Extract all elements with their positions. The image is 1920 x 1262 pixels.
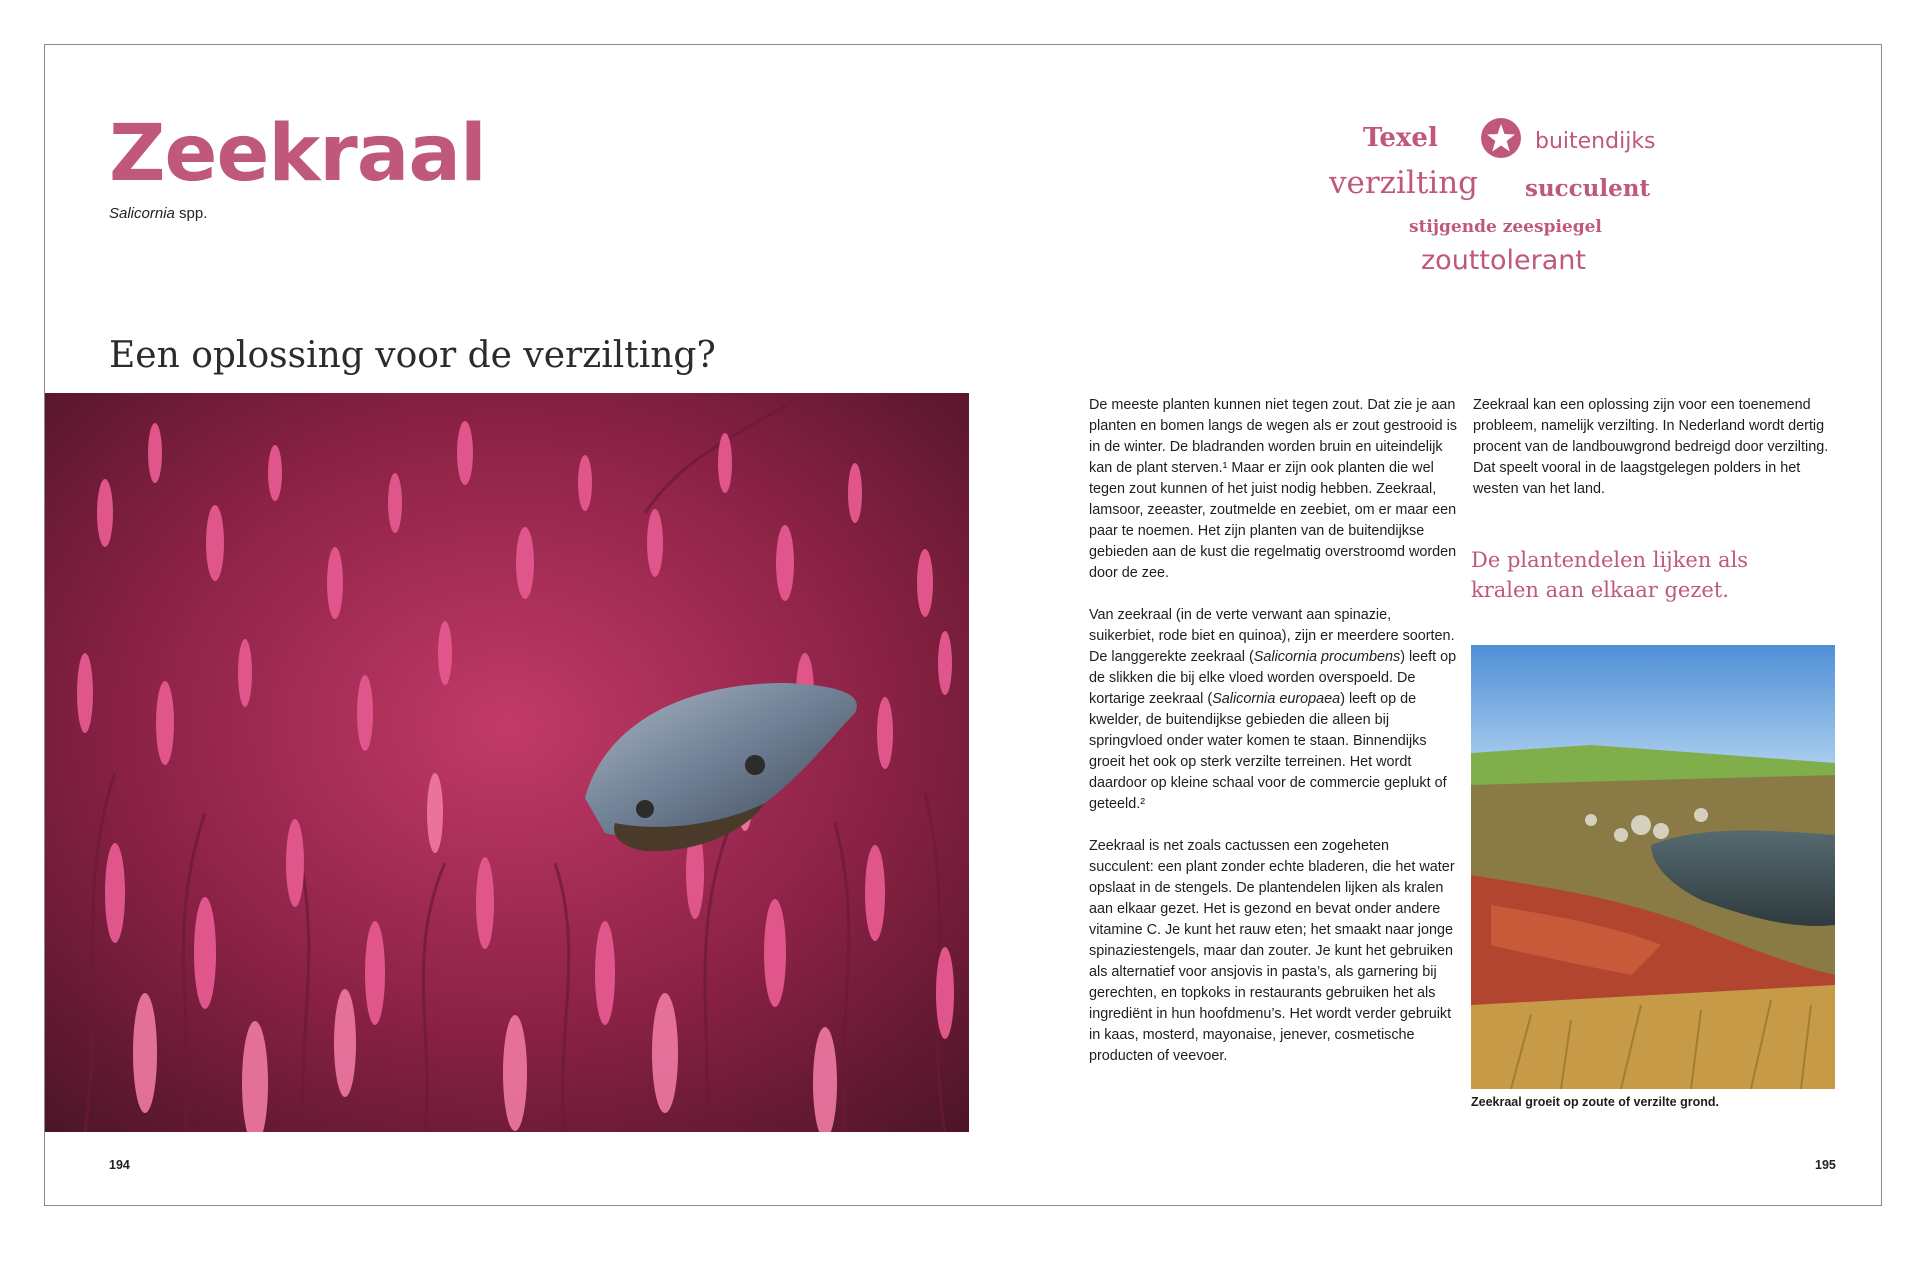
- tag-buitendijks: buitendijks: [1535, 129, 1656, 154]
- latin-name: [109, 205, 207, 222]
- tag-succulent: succulent: [1525, 175, 1651, 202]
- paragraph: Zeekraal is net zoals cactussen een zogeheten succulent: een plant zonder echte bladeren, die het water opslaat in de stengels. De plantendelen lijken als kralen aan elkaar gezet. Het is gezond en bevat onder andere vitamine C. Je kunt het rauw eten; het smaakt naar jonge spinaziestengels, maar dan zouter. Je kunt het gebruiken als alternatief voor ansjovis in pasta’s, als garnering bij gerechten, en topkoks in restaurants gebruiken het als ingrediënt in hun hoofdmenu’s. Het wordt verder gebruikt in kaas, mosterd, mayonaise, jenever, cosmetische producten of veevoer.: [1089, 838, 1455, 1064]
- italic-run: Salicornia procumbens: [1253, 649, 1401, 665]
- photo-caption: Zeekraal groeit op zoute of verzilte grond.: [1471, 1095, 1719, 1109]
- latin-genus: Salicornia: [109, 205, 175, 222]
- body-column-1: [1089, 395, 1457, 1088]
- paragraph: [1089, 605, 1457, 815]
- body-column-2: [1473, 395, 1833, 521]
- book-spread: [44, 44, 1882, 1206]
- paragraph: Zeekraal kan een oplossing zijn voor een toenemend probleem, namelijk verzilting. In Nederland wordt dertig procent van de landbouwgrond bedreigd door verzilting. Dat speelt vooral in de laagstgelegen polders in het westen van het land.: [1473, 397, 1829, 497]
- text-run: Van zeekraal (in de verte verwant aan spinazie, suikerbiet, rode biet en quinoa), zijn er meerdere soorten. De langgerekte zeekraal (: [1089, 607, 1455, 665]
- page-number-right: 195: [1815, 1158, 1836, 1172]
- tag-texel: Texel: [1363, 123, 1438, 153]
- latin-suffix: spp.: [174, 205, 208, 222]
- paragraph: De meeste planten kunnen niet tegen zout. Dat zie je aan planten en bomen langs de wegen als er zout gestrooid is in de winter. De bladranden worden bruin en uiteindelijk kan de plant sterven.¹ Maar er zijn ook planten die wel tegen zout kunnen of het juist nodig hebben. Zeekraal, lamsoor, zeeaster, zoutmelde en zeebiet, om er maar een paar te noemen. Het zijn planten van de buitendijkse gebieden aan de kust die regelmatig overstroomd worden door de zee.: [1089, 397, 1458, 581]
- tag-stijgende-zeespiegel: stijgende zeespiegel: [1409, 217, 1602, 237]
- starfish-icon: [1480, 117, 1522, 159]
- page-number-left: 194: [109, 1158, 130, 1172]
- section-subtitle: Een oplossing voor de verzilting?: [109, 335, 716, 376]
- tag-zouttolerant: zouttolerant: [1421, 245, 1586, 276]
- tag-verzilting: verzilting: [1329, 165, 1479, 201]
- pull-quote: De plantendelen lijken als kralen aan elkaar gezet.: [1471, 548, 1749, 602]
- italic-run: Salicornia europaea: [1212, 691, 1341, 707]
- text-run: ) leeft op de kwelder, de buitendijkse gebieden die alleen bij springvloed onder water komen te staan. Binnendijks groeit het ook op sterk verzilte terreinen. Het wordt daardoor op kleine schaal voor de commercie geplukt of geteeld.²: [1089, 691, 1447, 812]
- main-photo-glasswort-with-crab: [45, 393, 969, 1132]
- text-run: ) leeft op de slikken die bij elke vloed worden overspoeld. De kortarige zeekraal (: [1089, 649, 1457, 707]
- side-photo-salt-marsh: [1471, 645, 1835, 1089]
- page-title: Zeekraal: [109, 109, 486, 199]
- keyword-cloud: [1325, 117, 1705, 307]
